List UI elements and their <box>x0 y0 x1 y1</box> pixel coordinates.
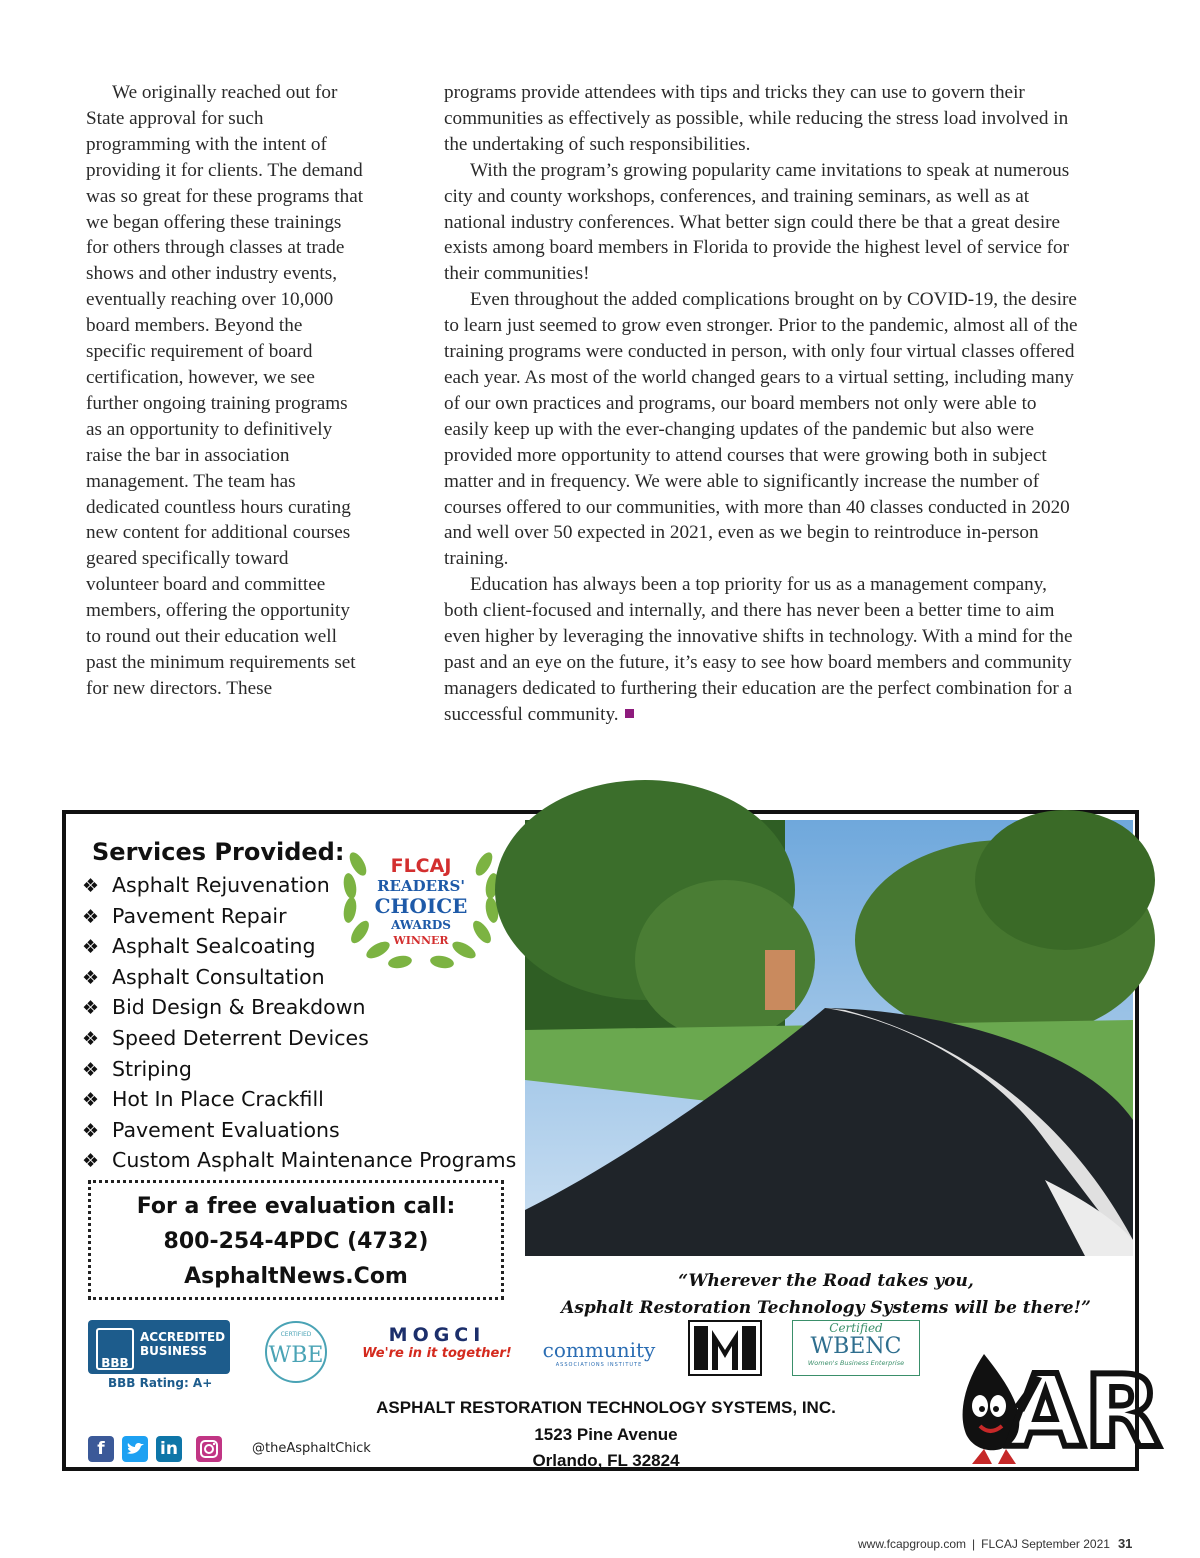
service-item <box>82 992 516 1023</box>
community-associations-institute-logo <box>540 1324 658 1368</box>
award-line5: WINNER <box>393 934 449 947</box>
advertisement <box>62 810 1162 1471</box>
instagram-icon[interactable] <box>196 1436 222 1462</box>
company-name: ASPHALT RESTORATION TECHNOLOGY SYSTEMS, INC. <box>376 1398 836 1417</box>
diamond-bullet-icon: ❖ <box>82 1027 100 1050</box>
diamond-bullet-icon: ❖ <box>82 1089 100 1112</box>
service-item <box>82 1023 516 1054</box>
service-label: Hot In Place Crackfill <box>112 1087 324 1112</box>
phone-number[interactable]: 800-254-4PDC (4732) <box>163 1229 429 1254</box>
twitter-icon[interactable] <box>122 1436 148 1462</box>
mascot-letters: AR <box>1006 1353 1162 1470</box>
paragraph-text: Education has always been a top priority for us as a management company, both client-focused and internally, and there has never been a better time to aim even higher by leveraging the innovative shifts in technology. With a mind for the past and an eye on the future, it’s easy to see how board members and community managers dedicated to furthering their education are the perfect combination for a successful community. <box>444 574 1073 725</box>
paragraph: We originally reached out for State approval for such programming with the intent of providing it for clients. The demand was so great for these programs that we began offering these trainings for others through classes at trade shows and other industry events, eventually reaching over 10,000 board members. Beyond the specific requirement of board certification, however, we see further ongoing training programs as an opportunity to definitively raise the bar in association management. The team has dedicated countless hours curating new content for additional courses geared specifically toward volunteer board and committee members, offering the opportunity to round out their education well past the minimum requirements set for new directors. These <box>86 82 364 699</box>
company-city: Orlando, FL 32824 <box>532 1451 680 1470</box>
bbb-accredited-logo <box>88 1320 230 1374</box>
page-number: 31 <box>1117 1536 1133 1551</box>
service-item <box>82 1145 516 1176</box>
mogci-tagline: We're in it together! <box>362 1346 512 1361</box>
cta-heading: For a free evaluation call: <box>136 1194 456 1219</box>
facebook-icon[interactable]: f <box>88 1436 114 1462</box>
wbenc-certified: Certified <box>829 1321 883 1335</box>
website-link[interactable]: AsphaltNews.Com <box>184 1264 408 1289</box>
service-label: Asphalt Sealcoating <box>112 934 316 959</box>
diamond-bullet-icon: ❖ <box>82 875 100 897</box>
membership-emblem-icon <box>688 1320 762 1376</box>
community-sub: ASSOCIATIONS INSTITUTE <box>555 1362 643 1368</box>
company-info <box>286 1394 926 1474</box>
company-street: 1523 Pine Avenue <box>534 1425 678 1444</box>
wbenc-certified-logo <box>792 1320 920 1376</box>
social-handle[interactable]: @theAsphaltChick <box>252 1441 371 1456</box>
services-title: Services Provided: <box>92 838 345 866</box>
diamond-bullet-icon: ❖ <box>82 1150 100 1173</box>
diamond-bullet-icon: ❖ <box>82 905 100 928</box>
service-label: Speed Deterrent Devices <box>112 1025 369 1050</box>
service-label: Asphalt Rejuvenation <box>112 873 330 897</box>
service-label: Asphalt Consultation <box>112 964 325 989</box>
diamond-bullet-icon: ❖ <box>82 997 100 1020</box>
paragraph-last <box>444 572 1084 727</box>
bbb-line2: BUSINESS <box>140 1344 207 1358</box>
footer-url[interactable]: www.fcapgroup.com <box>858 1537 967 1551</box>
award-line1: FLCAJ <box>390 855 452 877</box>
article-left-column <box>86 80 364 702</box>
award-line2: READERS' <box>377 877 465 895</box>
service-item <box>82 1054 516 1085</box>
mogci-name: MOGCI <box>388 1324 486 1346</box>
bbb-rating: BBB Rating: A+ <box>108 1376 213 1390</box>
footer-publication: FLCAJ <box>981 1537 1018 1551</box>
service-label: Pavement Repair <box>112 903 287 928</box>
service-label: Pavement Evaluations <box>112 1117 340 1142</box>
wbe-name: WBE <box>268 1343 324 1368</box>
wbe-certified: CERTIFIED <box>280 1331 312 1338</box>
slogan-line1: “Wherever the Road takes you, <box>678 1271 974 1291</box>
service-label: Bid Design & Breakdown <box>112 995 366 1020</box>
linkedin-icon[interactable]: in <box>156 1436 182 1462</box>
readers-choice-award-badge <box>336 834 506 974</box>
award-line3: CHOICE <box>374 894 468 918</box>
diamond-bullet-icon: ❖ <box>82 1119 100 1142</box>
bbb-torch-icon: BBB <box>96 1328 134 1370</box>
diamond-bullet-icon: ❖ <box>82 966 100 989</box>
wbe-certified-logo <box>264 1320 328 1384</box>
award-line4: AWARDS <box>391 918 451 932</box>
diamond-bullet-icon: ❖ <box>82 1058 100 1081</box>
service-label: Custom Asphalt Maintenance Programs <box>112 1148 517 1173</box>
asphalt-drop-mascot-logo <box>944 1314 1162 1470</box>
community-name: community <box>542 1338 656 1362</box>
paragraph: Even throughout the added complications brought on by COVID-19, the desire to learn just seemed to grow even stronger. Prior to the pandemic, almost all of the training programs were conducted in person, with only four virtual classes offered each year. As most of the world changed gears to a virtual setting, including many of our own practices and programs, our board members not only were able to easily keep up with the ever-changing updates of the pandemic but also were provided more opportunity to attend courses that were growing both in subject matter and in frequency. We were able to significantly increase the number of courses offered to our communities, with more than 40 classes conducted in 2020 and well over 50 expected in 2021, even as we begin to reintroduce in-person training. <box>444 289 1078 570</box>
service-label: Striping <box>112 1056 192 1081</box>
mogci-logo <box>362 1324 512 1361</box>
paragraph: With the program’s growing popularity came invitations to speak at numerous city and county workshops, conferences, and training seminars, as well as at national industry conferences. What better sign could there be that a great desire exists among board members in Florida to provide the highest level of service for their communities! <box>444 159 1070 285</box>
footer-issue: September 2021 <box>1021 1537 1110 1551</box>
service-item <box>82 1084 516 1115</box>
diamond-bullet-icon: ❖ <box>82 936 100 959</box>
paved-road-photo <box>525 820 1133 1256</box>
slogan-line2: Asphalt Restoration Technology Systems will be there!” <box>561 1298 1091 1318</box>
article-right-column <box>444 80 1084 728</box>
free-evaluation-box <box>88 1180 504 1300</box>
wbenc-name: WBENC <box>810 1334 902 1359</box>
bbb-line1: ACCREDITED <box>140 1330 226 1344</box>
paragraph: programs provide attendees with tips and tricks they can use to govern their communities as effectively as possible, while reducing the stress load involved in the undertaking of such responsibilities. <box>444 82 1069 155</box>
page-footer: www.fcapgroup.com | FLCAJ September 2021 31 <box>858 1536 1133 1551</box>
wbenc-sub: Women's Business Enterprise <box>807 1359 905 1367</box>
service-item <box>82 1115 516 1146</box>
end-of-article-mark <box>625 709 634 718</box>
